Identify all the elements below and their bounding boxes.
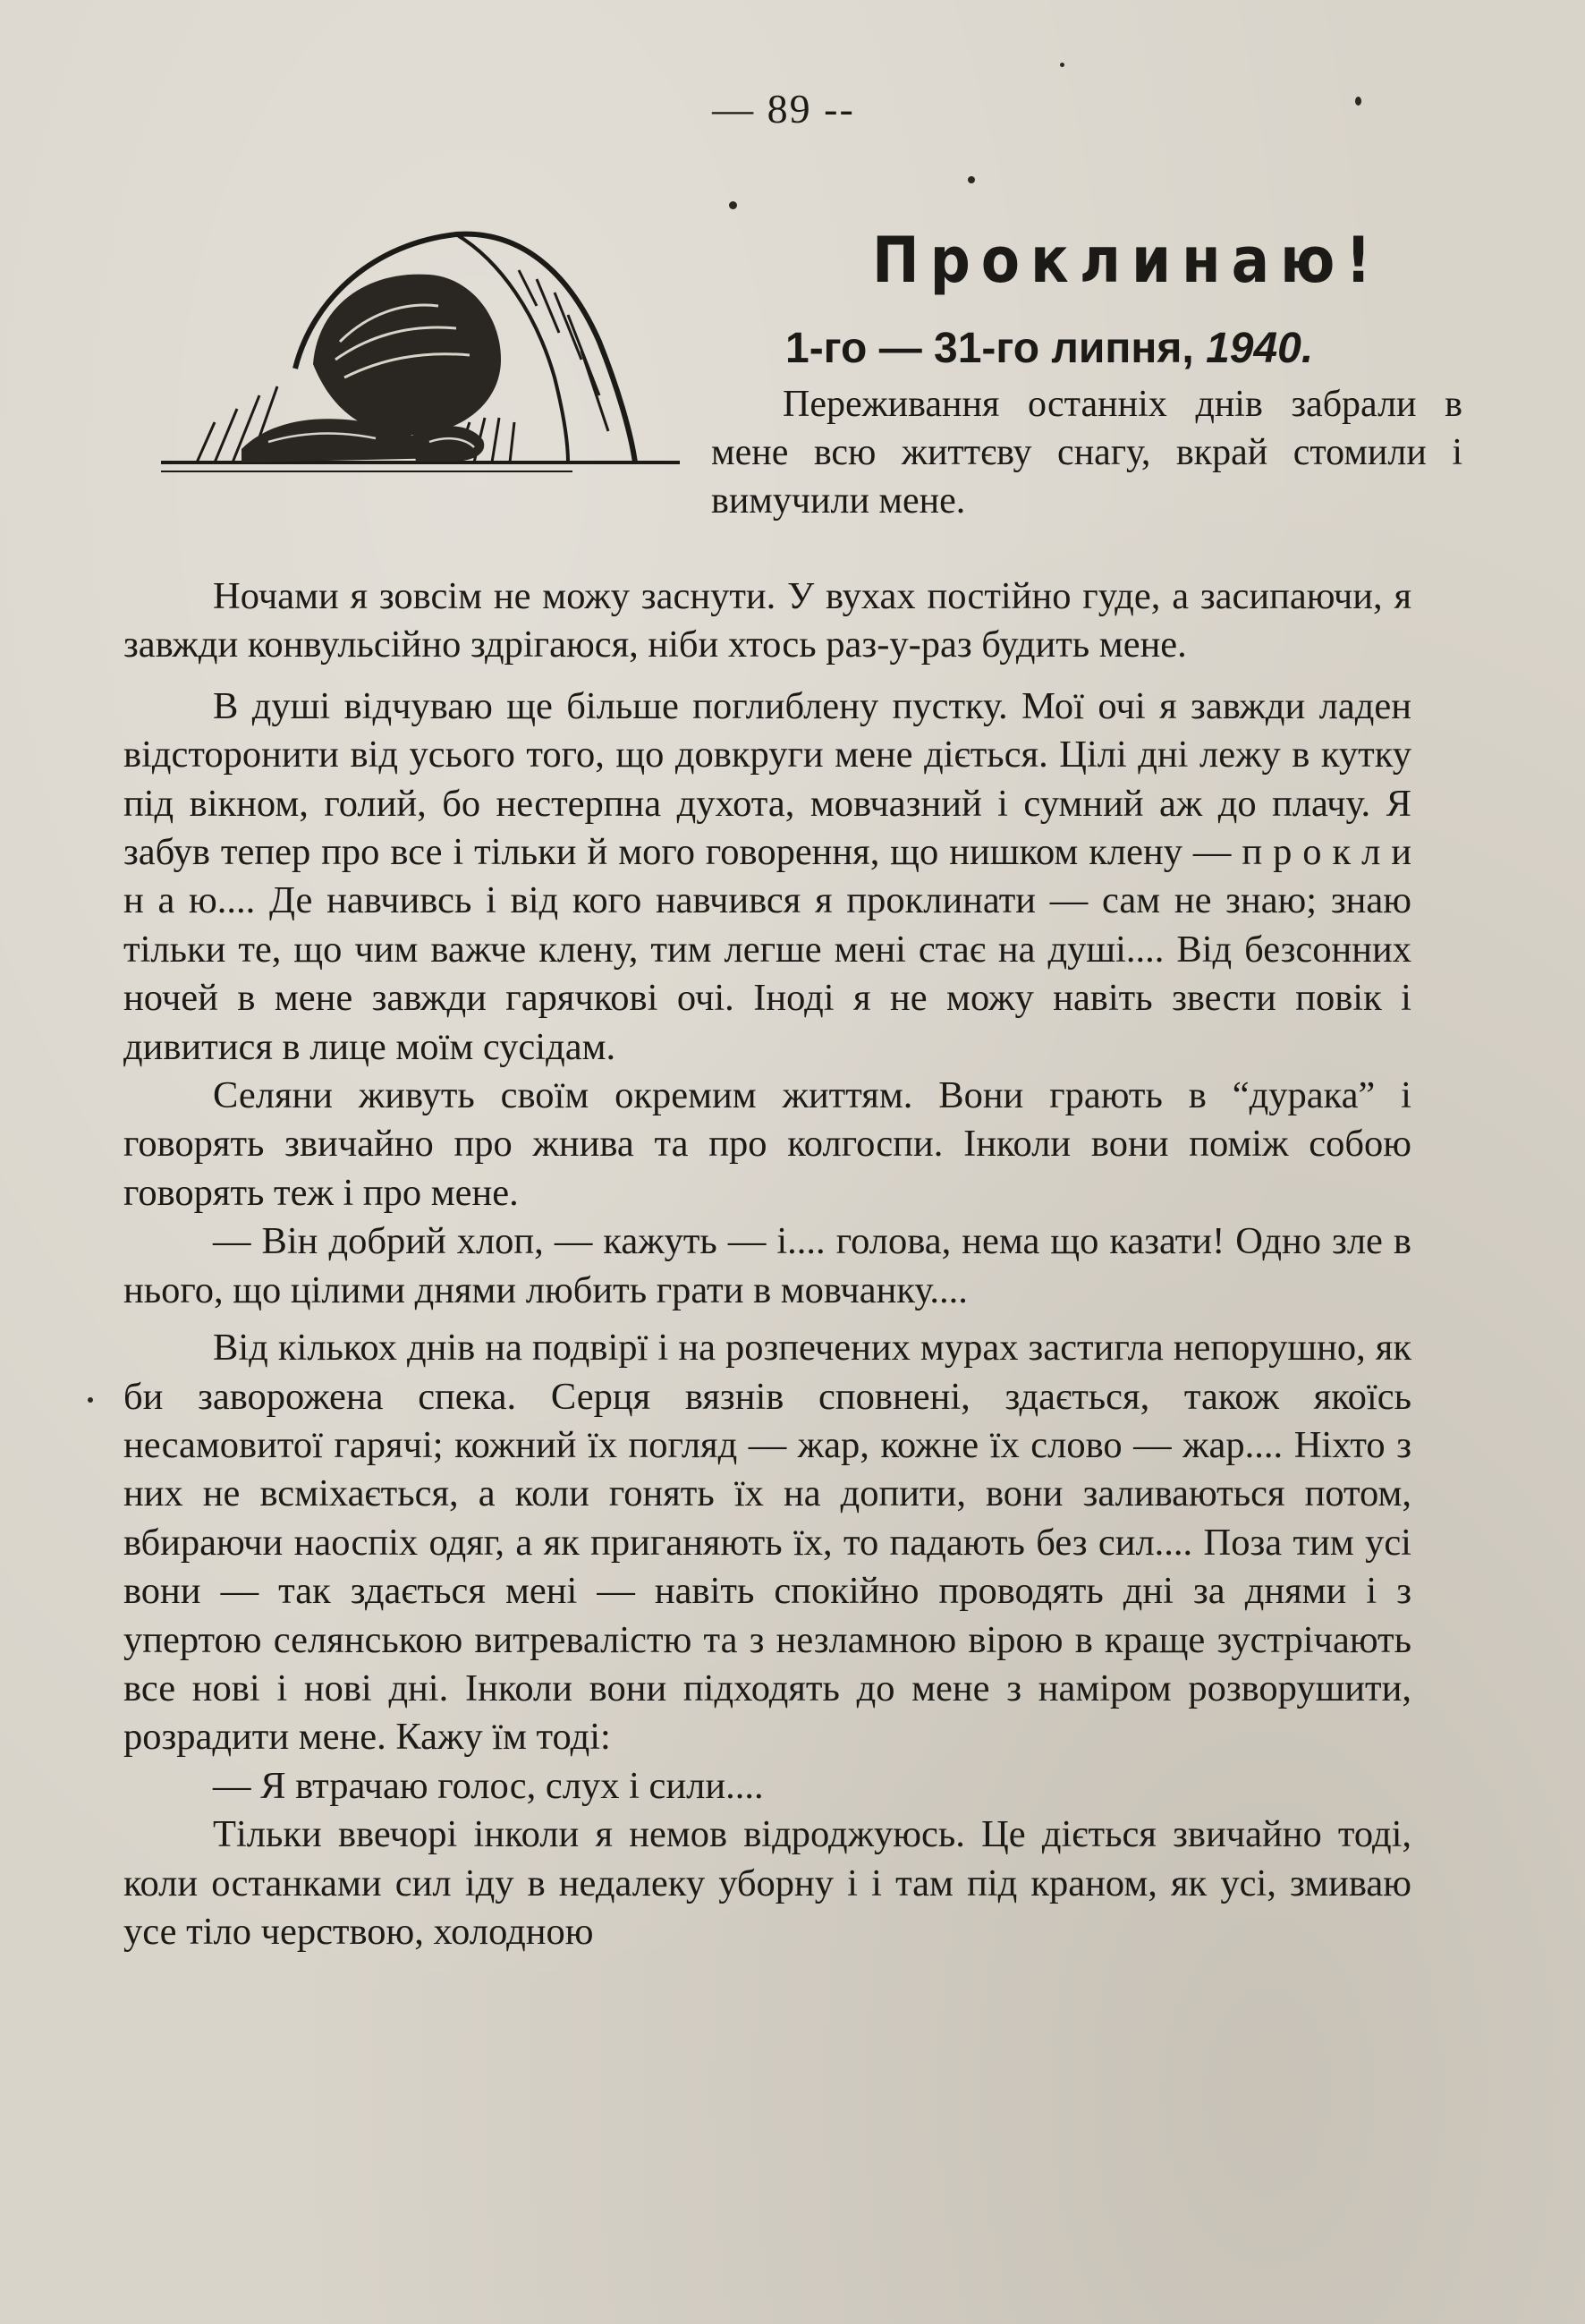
print-speck — [1355, 97, 1361, 106]
chapter-title: Проклинаю! — [872, 224, 1383, 297]
print-speck — [88, 1397, 93, 1403]
paragraph: Від кількох днів на подвірї і на розпечених мурах застигла непорушно, як би заворожена спека. Серця вязнів сповнені, здається, також якоїсь несамовитої гарячі; кожний їх погляд — жар, кожне їх слово — жар.... Ніхто з них не всміхається, а коли гонять їх на допити, вони заливаються потом, вбираючи наоспіх одяг, а як приганяють їх, то падають без сил.... Поза тим усі вони — так здається мені — навіть спокійно проводять дні за днями і з упертою селянською витревалістю та з незламною вірою в краще зустрічають все нові і нові дні. Інколи вони підходять до мене з наміром розворушити, розрадити мене. Кажу їм тоді: — [123, 1327, 1411, 1759]
paragraph: Переживання останніх днів забрали в мене всю життєву снагу, вкрай стомили і вимучили мене. — [711, 384, 1462, 522]
paragraph: Ночами я зовсім не можу заснути. У вухах постійно гуде, а засипаючи, я завжди конвульсійно здрігаюся, ніби хтось раз-у-раз будить мене. — [123, 575, 1411, 666]
illustration-figure-weeping — [161, 208, 680, 485]
paragraph: Селяни живуть своїм окремим життям. Вони грають в “дурака” і говорять звичайно про жнива та про колгоспи. Інколи вони поміж собою говорять теж і про мене. — [123, 1074, 1411, 1214]
page-number: — 89 -- — [712, 86, 855, 131]
date-range: 1-го — 31-го липня, — [785, 325, 1207, 372]
print-speck — [1060, 63, 1064, 67]
chapter-date — [785, 324, 1313, 373]
print-speck — [729, 201, 737, 209]
paragraph: Тільки ввечорі інколи я немов відроджуюсь. Це діється звичайно тоді, коли останками сил іду в недалеку уборну і і там під краном, як усі, змиваю усе тіло черствою, холодною — [123, 1813, 1411, 1953]
paragraph: — Я втрачаю голос, слух і сили.... — [213, 1764, 764, 1807]
print-speck — [968, 176, 975, 183]
paragraph: В душі відчуваю ще більше поглиблену пустку. Мої очі я завжди ладен відсторонити від усього того, що довкруги мене діється. Цілі дні лежу в кутку під вікном, голий, бо нестерпна духота, мовчазний і сумний аж до плачу. Я забув тепер про все і тільки й мого говорення, що нишком клену — п р о к л и н а ю.... Де навчивсь і від кого навчився я проклинати — сам не знаю; знаю тільки те, що чим важче клену, тим легше мені стає на душі.... Від безсонних ночей в мене завжди гарячкові очі. Іноді я не можу навіть звести повік і дивитися в лице моїм сусідам. — [123, 684, 1411, 1068]
date-year: 1940. — [1206, 325, 1314, 372]
body-text — [123, 573, 1411, 1956]
paragraph: — Він добрий хлоп, — кажуть — і.... голова, нема що казати! Одно зле в нього, що цілими днями любить грати в мовчанку.... — [123, 1220, 1411, 1311]
intro-paragraph — [711, 380, 1462, 525]
